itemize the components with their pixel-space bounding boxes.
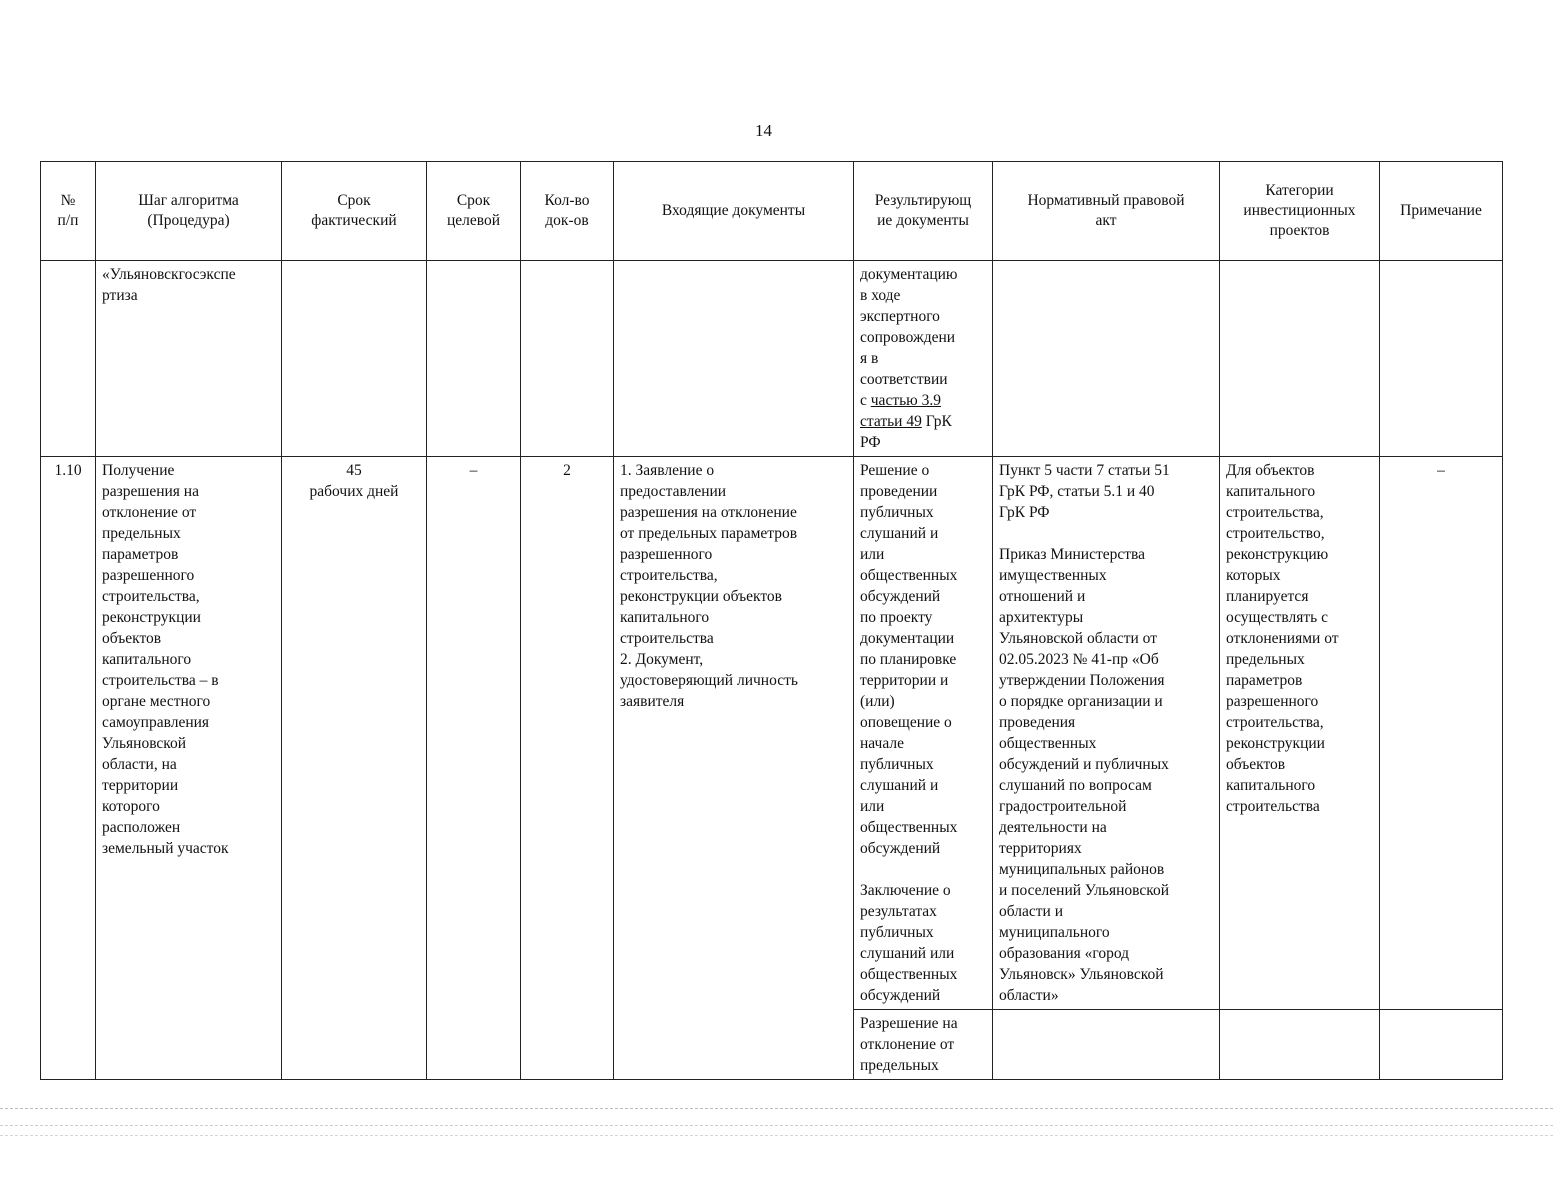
cell-resulting: Решение о проведении публичных слушаний и или общественных обсуждений по проекту документации по планировке территории и (или) оповещение о начале публичных слушаний и или общественных обсуждений Заключение о результатах публичных слушаний или общественных обсуждений [854, 457, 993, 1010]
result-text: документацию в ходе экспертного сопровождени я в соответствии с [860, 266, 958, 409]
table-row-continuation [41, 261, 1503, 457]
link-article-49[interactable]: статьи 49 [860, 413, 922, 430]
header-normative: Нормативный правовой акт [993, 162, 1220, 261]
cell-num: 1.10 [41, 457, 96, 1080]
cell-categories: Для объектов капитального строительства, строительство, реконструкцию которых планируется осуществлять с отклонениями от предельных параметров разрешенного строительства, реконструкции объектов капитального строительства [1220, 457, 1380, 1010]
cell-incoming [614, 261, 854, 457]
cell-doc-count [521, 261, 614, 457]
cell-resulting-b: Разрешение на отклонение от предельных [854, 1010, 993, 1080]
table-row-1-10 [41, 457, 1503, 1010]
cell-normative: Пункт 5 части 7 статьи 51 ГрК РФ, статьи 5.1 и 40 ГрК РФ Приказ Министерства имущественных отношений и архитектуры Ульяновской области от 02.05.2023 № 41-пр «Об утверждении Положения о порядке организации и проведения общественных обсуждений и публичных слушаний по вопросам градостроительной деятельности на территориях муниципальных районов и поселений Ульяновской области и муниципального образования «город Ульяновск» Ульяновской области» [993, 457, 1220, 1010]
algorithm-table [40, 161, 1503, 1080]
cell-num [41, 261, 96, 457]
cell-term-target [427, 261, 521, 457]
cell-normative [993, 261, 1220, 457]
header-step: Шаг алгоритма (Процедура) [96, 162, 282, 261]
scan-artifact-line [0, 1108, 1553, 1109]
cell-note: – [1380, 457, 1503, 1010]
cell-categories [1220, 261, 1380, 457]
cell-categories-b [1220, 1010, 1380, 1080]
header-categories: Категории инвестиционных проектов [1220, 162, 1380, 261]
cell-resulting [854, 261, 993, 457]
page-number: 14 [755, 121, 772, 140]
cell-normative-b [993, 1010, 1220, 1080]
table-header-row [41, 162, 1503, 261]
header-doc-count: Кол-во док-ов [521, 162, 614, 261]
scan-artifact-line [0, 1135, 1553, 1136]
header-term-target: Срок целевой [427, 162, 521, 261]
cell-note-b [1380, 1010, 1503, 1080]
cell-step: «Ульяновскгосэкспе ртиза [96, 261, 282, 457]
header-note: Примечание [1380, 162, 1503, 261]
scan-artifact-line [0, 1125, 1553, 1126]
header-resulting: Результирующ ие документы [854, 162, 993, 261]
header-term-actual: Срок фактический [282, 162, 427, 261]
cell-step: Получение разрешения на отклонение от предельных параметров разрешенного строительства, реконструкции объектов капитального строительства – в органе местного самоуправления Ульяновской области, на территории которого расположен земельный участок [96, 457, 282, 1080]
cell-doc-count: 2 [521, 457, 614, 1080]
cell-term-target: – [427, 457, 521, 1080]
header-incoming: Входящие документы [614, 162, 854, 261]
header-num: № п/п [41, 162, 96, 261]
link-part-3-9[interactable]: частью 3.9 [870, 392, 941, 409]
cell-term-actual [282, 261, 427, 457]
result-text-tail: ГрК РФ [860, 413, 952, 451]
cell-incoming: 1. Заявление о предоставлении разрешения на отклонение от предельных параметров разрешенного строительства, реконструкции объектов капитального строительства 2. Документ, удостоверяющий личность заявителя [614, 457, 854, 1080]
cell-note [1380, 261, 1503, 457]
cell-term-actual: 45 рабочих дней [282, 457, 427, 1080]
